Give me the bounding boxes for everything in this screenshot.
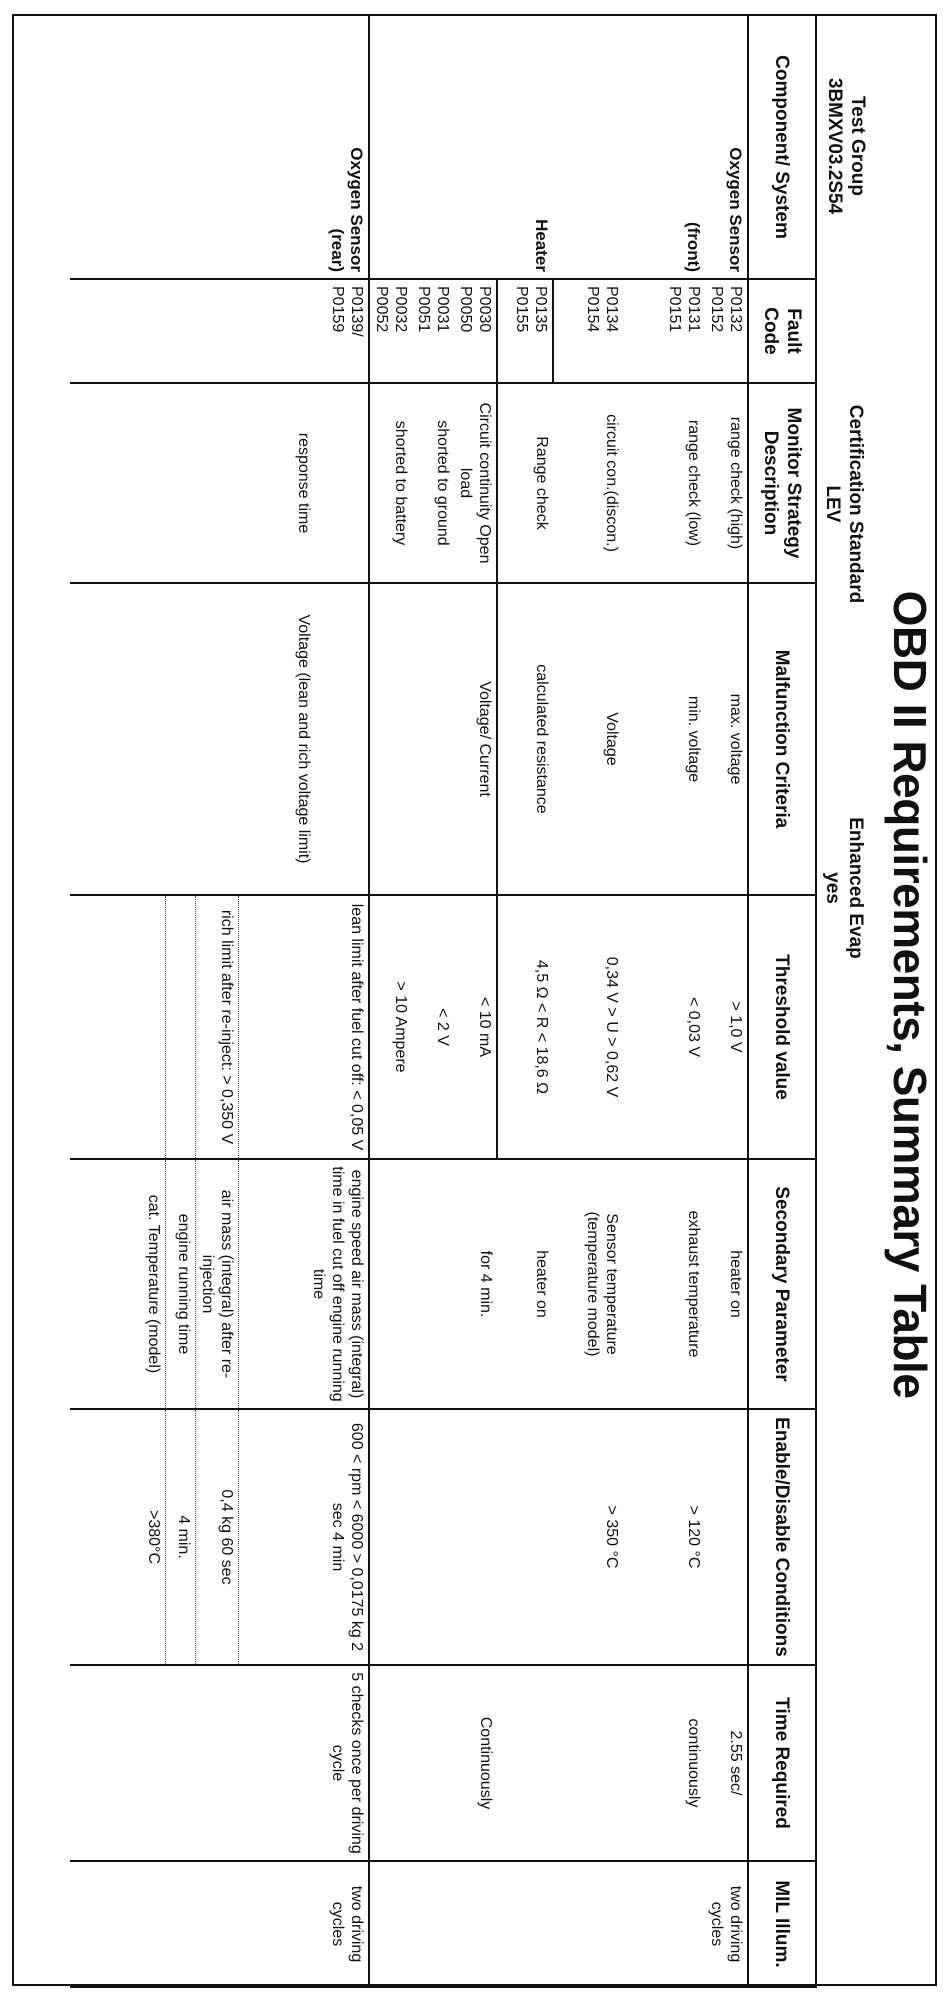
fault-code-cell: P0131 P0151 [623,279,705,383]
component-cell [412,15,454,279]
secondary-cell: engine running time [166,1159,196,1409]
time-cell [497,1665,553,1861]
mil-cell: two driving cycles [705,1861,748,1987]
table-row [369,15,412,1987]
table-row [623,15,705,1987]
threshold-cell [166,895,196,1159]
monitor-cell [196,383,239,583]
secondary-cell: exhaust temperature [623,1159,705,1409]
threshold-cell: < 0,03 V [623,895,705,1159]
header-monitor-strategy: Monitor Strategy Description [748,383,816,583]
obd-requirements-table [70,14,817,1988]
threshold-cell: > 1,0 V [705,895,748,1159]
criteria-cell: calculated resistance [497,583,553,895]
secondary-cell: Sensor temperature (temperature model) [553,1159,623,1409]
enable-cell: >380°C [70,1409,166,1665]
table-row [553,15,623,1987]
monitor-cell: range check (low) [623,383,705,583]
monitor-cell: range check (high) [705,383,748,583]
certification-info [817,278,869,730]
criteria-cell [196,583,239,895]
evap-label: Enhanced Evap [845,817,866,959]
heater-label-cell: Heater [497,15,553,279]
table-row [166,15,196,1987]
table-row [196,15,239,1987]
mil-cell [70,1861,166,1987]
time-cell: Continuously [454,1665,497,1861]
secondary-cell: for 4 min. [454,1159,497,1409]
threshold-cell [70,895,166,1159]
document-title: OBD II Requirements, Summary Table [884,590,936,1399]
header-enable-conditions: Enable/Disable Conditions [748,1409,816,1665]
criteria-cell [412,583,454,895]
secondary-cell: air mass (integral) after re-injection [196,1159,239,1409]
enable-cell: 600 < rpm < 6000 > 0,0175 kg 2 sec 4 min [239,1409,369,1665]
secondary-cell: heater on [705,1159,748,1409]
fault-code-cell: P0135 P0155 [497,279,553,383]
threshold-cell: < 10 mA [454,895,497,1159]
threshold-cell: 0,34 V > U > 0,62 V [553,895,623,1159]
test-group-label: Test Group [847,96,868,196]
enable-cell [412,1409,454,1665]
time-cell: 5 checks once per driving cycle [239,1665,369,1861]
header-fault-code: Fault Code [748,279,816,383]
enable-cell: 0,4 kg 60 sec [196,1409,239,1665]
time-cell [70,1665,166,1861]
fault-code-cell [70,279,166,383]
fault-code-cell: P0030 P0050 [454,279,497,383]
fault-code-cell: P0132 P0152 [705,279,748,383]
component-cell [70,15,166,279]
component-cell [369,15,412,279]
table-row [705,15,748,1987]
fault-code-cell: P0139/ P0159 [239,279,369,383]
mil-cell [497,1861,553,1987]
threshold-cell: > 10 Ampere [369,895,412,1159]
secondary-cell: engine speed air mass (integral) time in fuel cut off engine running time [239,1159,369,1409]
header-mil: MIL Illum. [748,1861,816,1987]
test-group-info [817,14,869,278]
mil-cell: two driving cycles [239,1861,369,1987]
component-cell [196,15,239,279]
mil-cell [454,1861,497,1987]
fault-code-cell [196,279,239,383]
monitor-cell [166,383,196,583]
header-secondary-parameter: Secondary Parameter [748,1159,816,1409]
monitor-cell: Circuit continuity Open load [454,383,497,583]
test-group-value: 3BMXV03.2S54 [824,77,845,215]
mil-cell [196,1861,239,1987]
fault-code-cell: P0134 P0154 [553,279,623,383]
table-row [70,15,166,1987]
monitor-cell [70,383,166,583]
threshold-cell: rich limit after re-inject: > 0,350 V [196,895,239,1159]
enable-cell [497,1409,553,1665]
table-row [239,15,369,1987]
monitor-cell: shorted to ground [412,383,454,583]
component-cell [166,15,196,279]
time-cell [196,1665,239,1861]
enable-cell: 4 min. [166,1409,196,1665]
table-row [497,15,553,1987]
criteria-cell: Voltage (lean and rich voltage limit) [239,583,369,895]
fault-code-cell: P0031 P0051 [412,279,454,383]
criteria-cell [166,583,196,895]
time-cell [412,1665,454,1861]
secondary-cell: cat. Temperature (model) [70,1159,166,1409]
monitor-cell: response time [239,383,369,583]
certification-value: LEV [822,485,843,523]
evap-value: yes [822,872,843,904]
header-threshold: Threshold value [748,895,816,1159]
mil-cell [369,1861,412,1987]
table-row [454,15,497,1987]
time-cell [166,1665,196,1861]
criteria-cell [70,583,166,895]
mil-cell [623,1861,705,1987]
table-row [412,15,454,1987]
mil-cell [553,1861,623,1987]
certification-label: Certification Standard [845,404,866,604]
threshold-cell: < 2 V [412,895,454,1159]
criteria-cell: max. voltage [705,583,748,895]
criteria-cell: min. voltage [623,583,705,895]
header-time-required: Time Required [748,1665,816,1861]
time-cell [553,1665,623,1861]
monitor-cell: circuit con.(discon.) [553,383,623,583]
component-position-cell: (front) [623,15,705,279]
header-component: Component/ System [748,15,816,279]
secondary-cell [369,1159,412,1409]
header-row [748,15,816,1987]
mil-cell [166,1861,196,1987]
component-cell [454,15,497,279]
threshold-cell: lean limit after fuel cut off: < 0,05 V [239,895,369,1159]
fault-code-cell: P0032 P0052 [369,279,412,383]
time-cell [369,1665,412,1861]
threshold-cell: 4,5 Ω < R < 18,6 Ω [497,895,553,1159]
time-cell: 2.55 sec/ [705,1665,748,1861]
evap-info [817,730,869,1046]
monitor-cell: shorted to battery [369,383,412,583]
enable-cell: > 120 °C [623,1409,705,1665]
secondary-cell [412,1159,454,1409]
enable-cell [705,1409,748,1665]
enable-cell [369,1409,412,1665]
component-cell: Oxygen Sensor (rear) [239,15,369,279]
header-malfunction-criteria: Malfunction Criteria [748,583,816,895]
mil-cell [412,1861,454,1987]
monitor-cell: Range check [497,383,553,583]
secondary-cell: heater on [497,1159,553,1409]
criteria-cell: Voltage [553,583,623,895]
enable-cell [454,1409,497,1665]
info-strip [817,14,869,1986]
time-cell: continuously [623,1665,705,1861]
component-cell [553,15,623,279]
enable-cell: > 350 °C [553,1409,623,1665]
component-cell: Oxygen Sensor [705,15,748,279]
fault-code-cell [166,279,196,383]
criteria-cell [369,583,412,895]
criteria-cell: Voltage/ Current [454,583,497,895]
